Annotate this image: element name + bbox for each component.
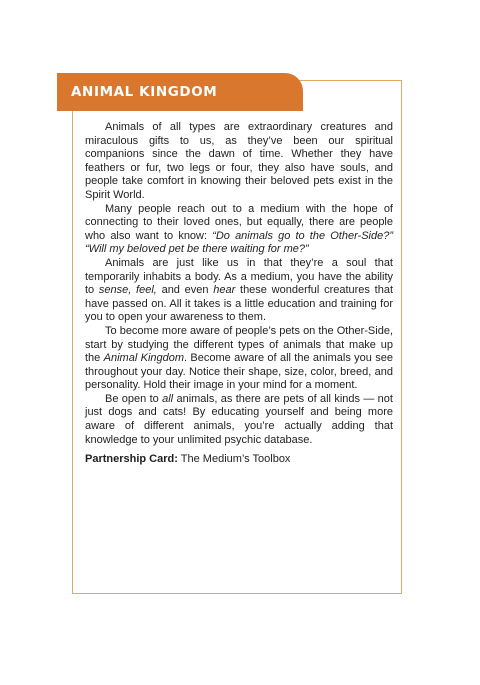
partnership-card-line <box>85 453 393 467</box>
paragraph-3-em-1: sense, feel, <box>98 284 157 297</box>
paragraph-5 <box>85 393 393 447</box>
paragraph-3 <box>85 257 393 325</box>
partnership-card-value: The Medium’s Toolbox <box>177 453 291 466</box>
paragraph-4 <box>85 325 393 393</box>
paragraph-2 <box>85 203 393 257</box>
paragraph-4-em: Animal Kingdom <box>103 352 185 365</box>
paragraph-3-em-2: hear <box>213 284 236 297</box>
paragraph-5-text-a: Be open to <box>105 392 163 405</box>
paragraph-2-quote: “Do animals go to the Other-Side?” “Will my beloved pet be there waiting for me?” <box>85 229 393 256</box>
paragraph-1-text: Animals of all types are extraordinary creatures and miraculous gifts to us, as they’ve been our spiritual companions since the dawn of time. Whether they have feathers or fur, two legs or four, they also have souls, and people take comfort in knowing their beloved pets exist in the Spirit World. <box>85 121 393 201</box>
paragraph-1 <box>85 121 393 203</box>
paragraph-5-em: all <box>162 392 174 405</box>
paragraph-3-text-a: Animals are just like us in that they’re a soul that temporarily inhabits a body. As a medium, you have the ability to <box>85 256 393 297</box>
card-body <box>85 121 393 467</box>
paragraph-3-text-c: these wonderful creatures that have passed on. All it takes is a little education and training for you to open your awareness to them. <box>85 284 394 324</box>
paragraph-3-text-b: and even <box>156 284 214 297</box>
section-title: ANIMAL KINGDOM <box>71 84 218 100</box>
paragraph-5-text-b: animals, as there are pets of all kinds — not just dogs and cats! By educating yourself and being more aware of different animals, you’re actually adding that knowledge to your unlimited psychic database. <box>85 392 393 446</box>
paragraph-2-text: Many people reach out to a medium with the hope of connecting to their loved ones, but equally, there are people who also want to know: <box>85 202 393 242</box>
paragraph-4-text-b: . Become aware of all the animals you see throughout your day. Notice their shape, size, color, breed, and personality. Hold their image in your mind for a moment. <box>85 352 393 392</box>
section-header-tab <box>57 73 303 111</box>
paragraph-4-text-a: To become more aware of people’s pets on the Other-Side, start by studying the different types of animals that make up the <box>85 324 393 365</box>
partnership-card-label: Partnership Card: <box>85 453 178 466</box>
